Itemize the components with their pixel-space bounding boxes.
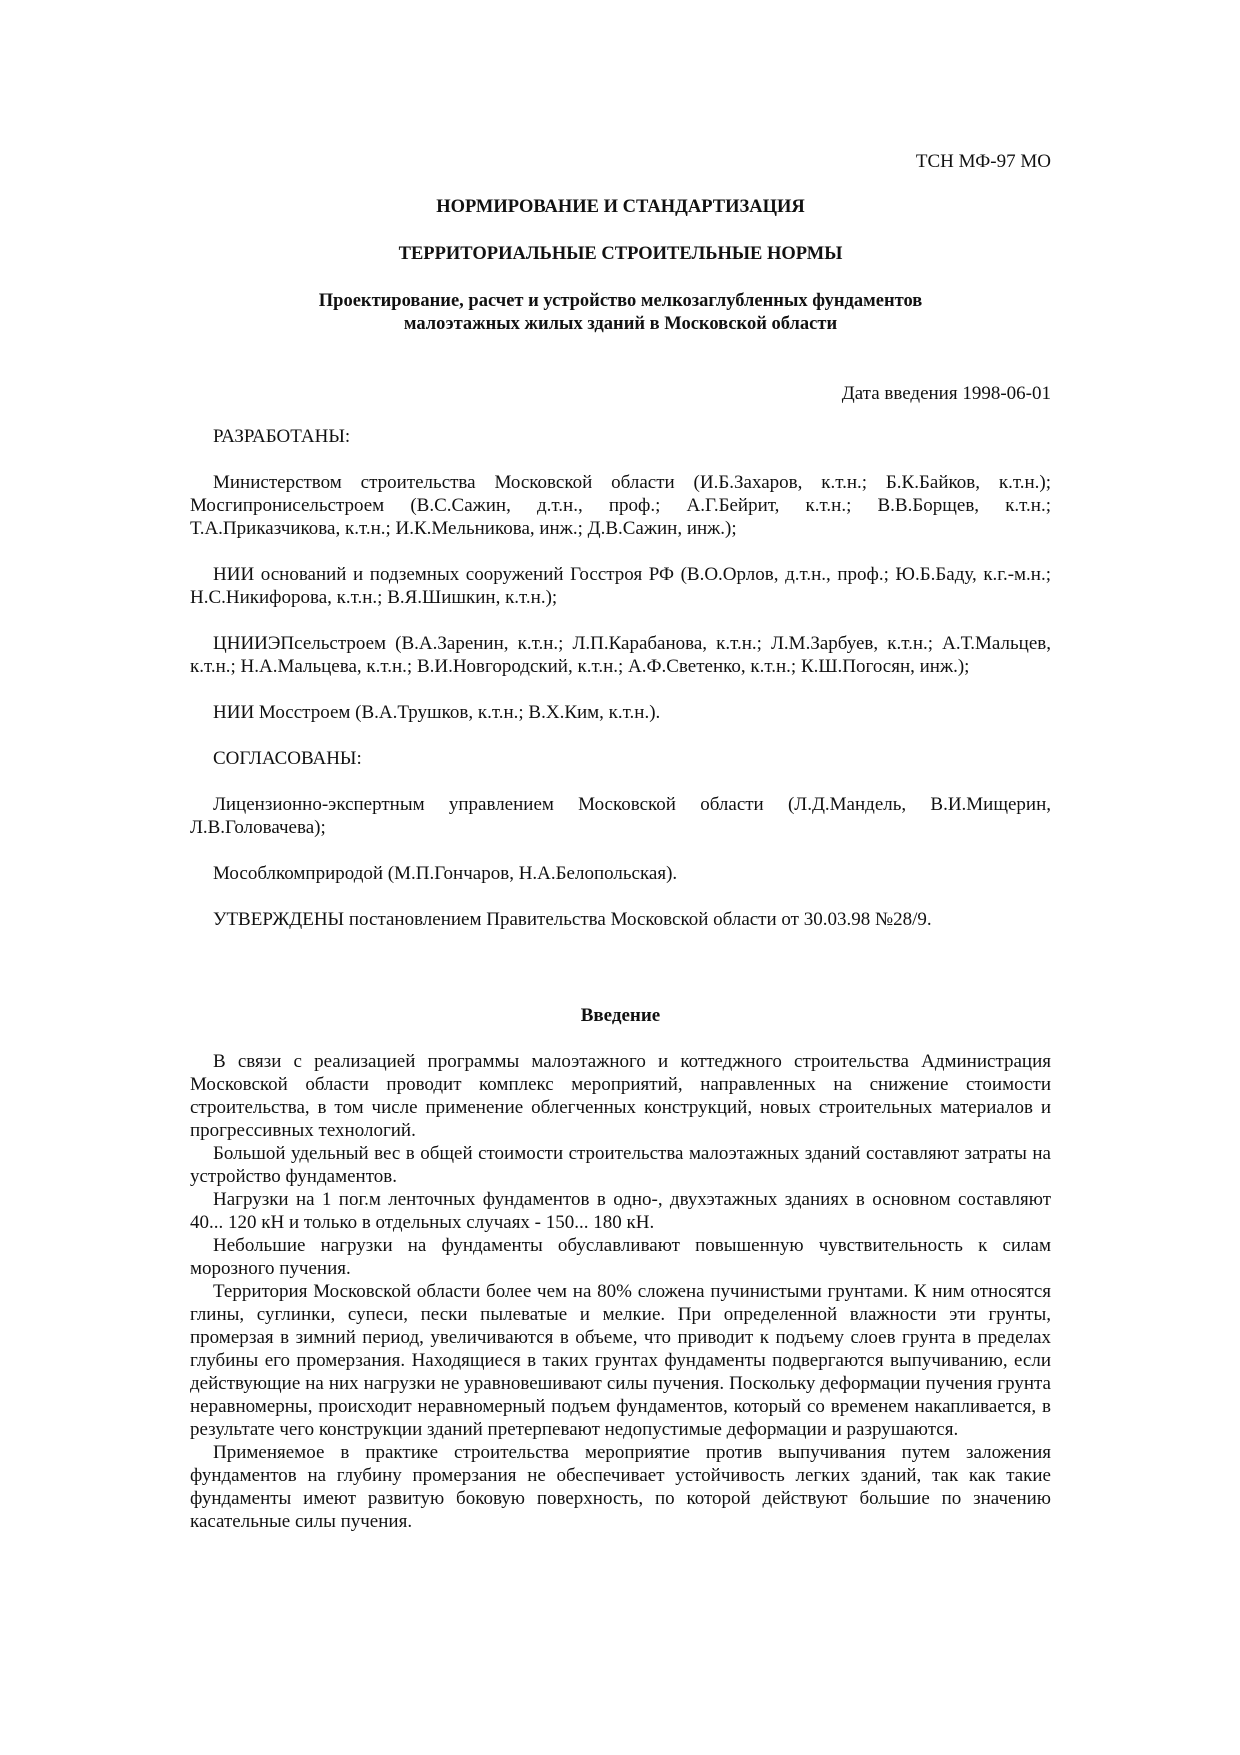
development-section (190, 425, 1051, 931)
introduction-paragraph: Большой удельный вес в общей стоимости строительства малоэтажных зданий составляют затраты на устройство фундаментов. (190, 1143, 1051, 1187)
document-title-line-1: Проектирование, расчет и устройство мелкозаглубленных фундаментов (318, 291, 923, 311)
developer-paragraph: ЦНИИЭПсельстроем (В.А.Заренин, к.т.н.; Л.П.Карабанова, к.т.н.; Л.М.Зарбуев, к.т.н.; А.Т.Мальцев, к.т.н.; Н.А.Мальцева, к.т.н.; В.И.Новгородский, к.т.н.; А.Ф.Светенко, к.т.н.; К.Ш.Погосян, инж.); (190, 633, 1051, 677)
effective-date: Дата введения 1998-06-01 (841, 383, 1051, 404)
document-title (190, 290, 1051, 336)
document-page (190, 0, 1051, 1755)
developer-paragraph: НИИ оснований и подземных сооружений Госстроя РФ (В.О.Орлов, д.т.н., проф.; Ю.Б.Баду, к.г.-м.н.; Н.С.Никифорова, к.т.н.; В.Я.Шишкин, к.т.н.); (190, 564, 1051, 608)
introduction-title: Введение (580, 1005, 661, 1026)
introduction-paragraph: Территория Московской области более чем на 80% сложена пучинистыми грунтами. К ним относятся глины, суглинки, супеси, пески пылеватые и мелкие. При определенной влажности эти грунты, промерзая в зимний период, увеличиваются в объеме, что приводит к подъему слоев грунта в пределах глубины его промерзания. Находящиеся в таких грунтах фундаменты подвергаются выпучиванию, если действующие на них нагрузки не уравновешивают силы пучения. Поскольку деформации пучения грунта неравномерны, происходит неравномерный подъем фундаментов, который со временем накапливается, в результате чего конструкции зданий претерпевают недопустимые деформации и разрушаются. (190, 1281, 1051, 1440)
agreed-label: СОГЛАСОВАНЫ: (213, 748, 362, 769)
agreed-paragraph: Лицензионно-экспертным управлением Московской области (Л.Д.Мандель, В.И.Мищерин, Л.В.Головачева); (190, 794, 1051, 838)
introduction-paragraph: Нагрузки на 1 пог.м ленточных фундаментов в одно-, двухэтажных зданиях в основном составляют 40... 120 кН и только в отдельных случаях - 150... 180 кН. (190, 1189, 1051, 1233)
developer-paragraph: НИИ Мосстроем (В.А.Трушков, к.т.н.; В.Х.Ким, к.т.н.). (213, 702, 661, 723)
introduction-paragraph: Применяемое в практике строительства мероприятие против выпучивания путем заложения фундаментов на глубину промерзания не обеспечивает устойчивость легких зданий, так как такие фундаменты имеют развитую боковую поверхность, по которой действуют большие по значению касательные силы пучения. (190, 1442, 1051, 1532)
introduction-section (190, 1050, 1051, 1533)
introduction-paragraph: В связи с реализацией программы малоэтажного и коттеджного строительства Администрация Московской области проводит комплекс мероприятий, направленных на снижение стоимости строительства, в том числе применение облегченных конструкций, новых строительных материалов и прогрессивных технологий. (190, 1051, 1051, 1141)
document-title-line-2: малоэтажных жилых зданий в Московской области (403, 314, 838, 334)
norms-type-heading: ТЕРРИТОРИАЛЬНЫЕ СТРОИТЕЛЬНЫЕ НОРМЫ (398, 244, 843, 264)
developed-label: РАЗРАБОТАНЫ: (213, 426, 351, 447)
approved-paragraph: УТВЕРЖДЕНЫ постановлением Правительства Московской области от 30.03.98 №28/9. (213, 909, 932, 930)
introduction-paragraph: Небольшие нагрузки на фундаменты обуславливают повышенную чувствительность к силам морозного пучения. (190, 1235, 1051, 1279)
document-code: ТСН МФ-97 МО (915, 151, 1051, 172)
category-heading: НОРМИРОВАНИЕ И СТАНДАРТИЗАЦИЯ (436, 197, 805, 217)
agreed-paragraph: Мособлкомприродой (М.П.Гончаров, Н.А.Белопольская). (213, 863, 678, 884)
developer-paragraph: Министерством строительства Московской области (И.Б.Захаров, к.т.н.; Б.К.Байков, к.т.н.); Мосгипронисельстроем (В.С.Сажин, д.т.н., проф.; А.Г.Бейрит, к.т.н.; В.В.Борщев, к.т.н.; Т.А.Приказчикова, к.т.н.; И.К.Мельникова, инж.; Д.В.Сажин, инж.); (190, 472, 1051, 539)
